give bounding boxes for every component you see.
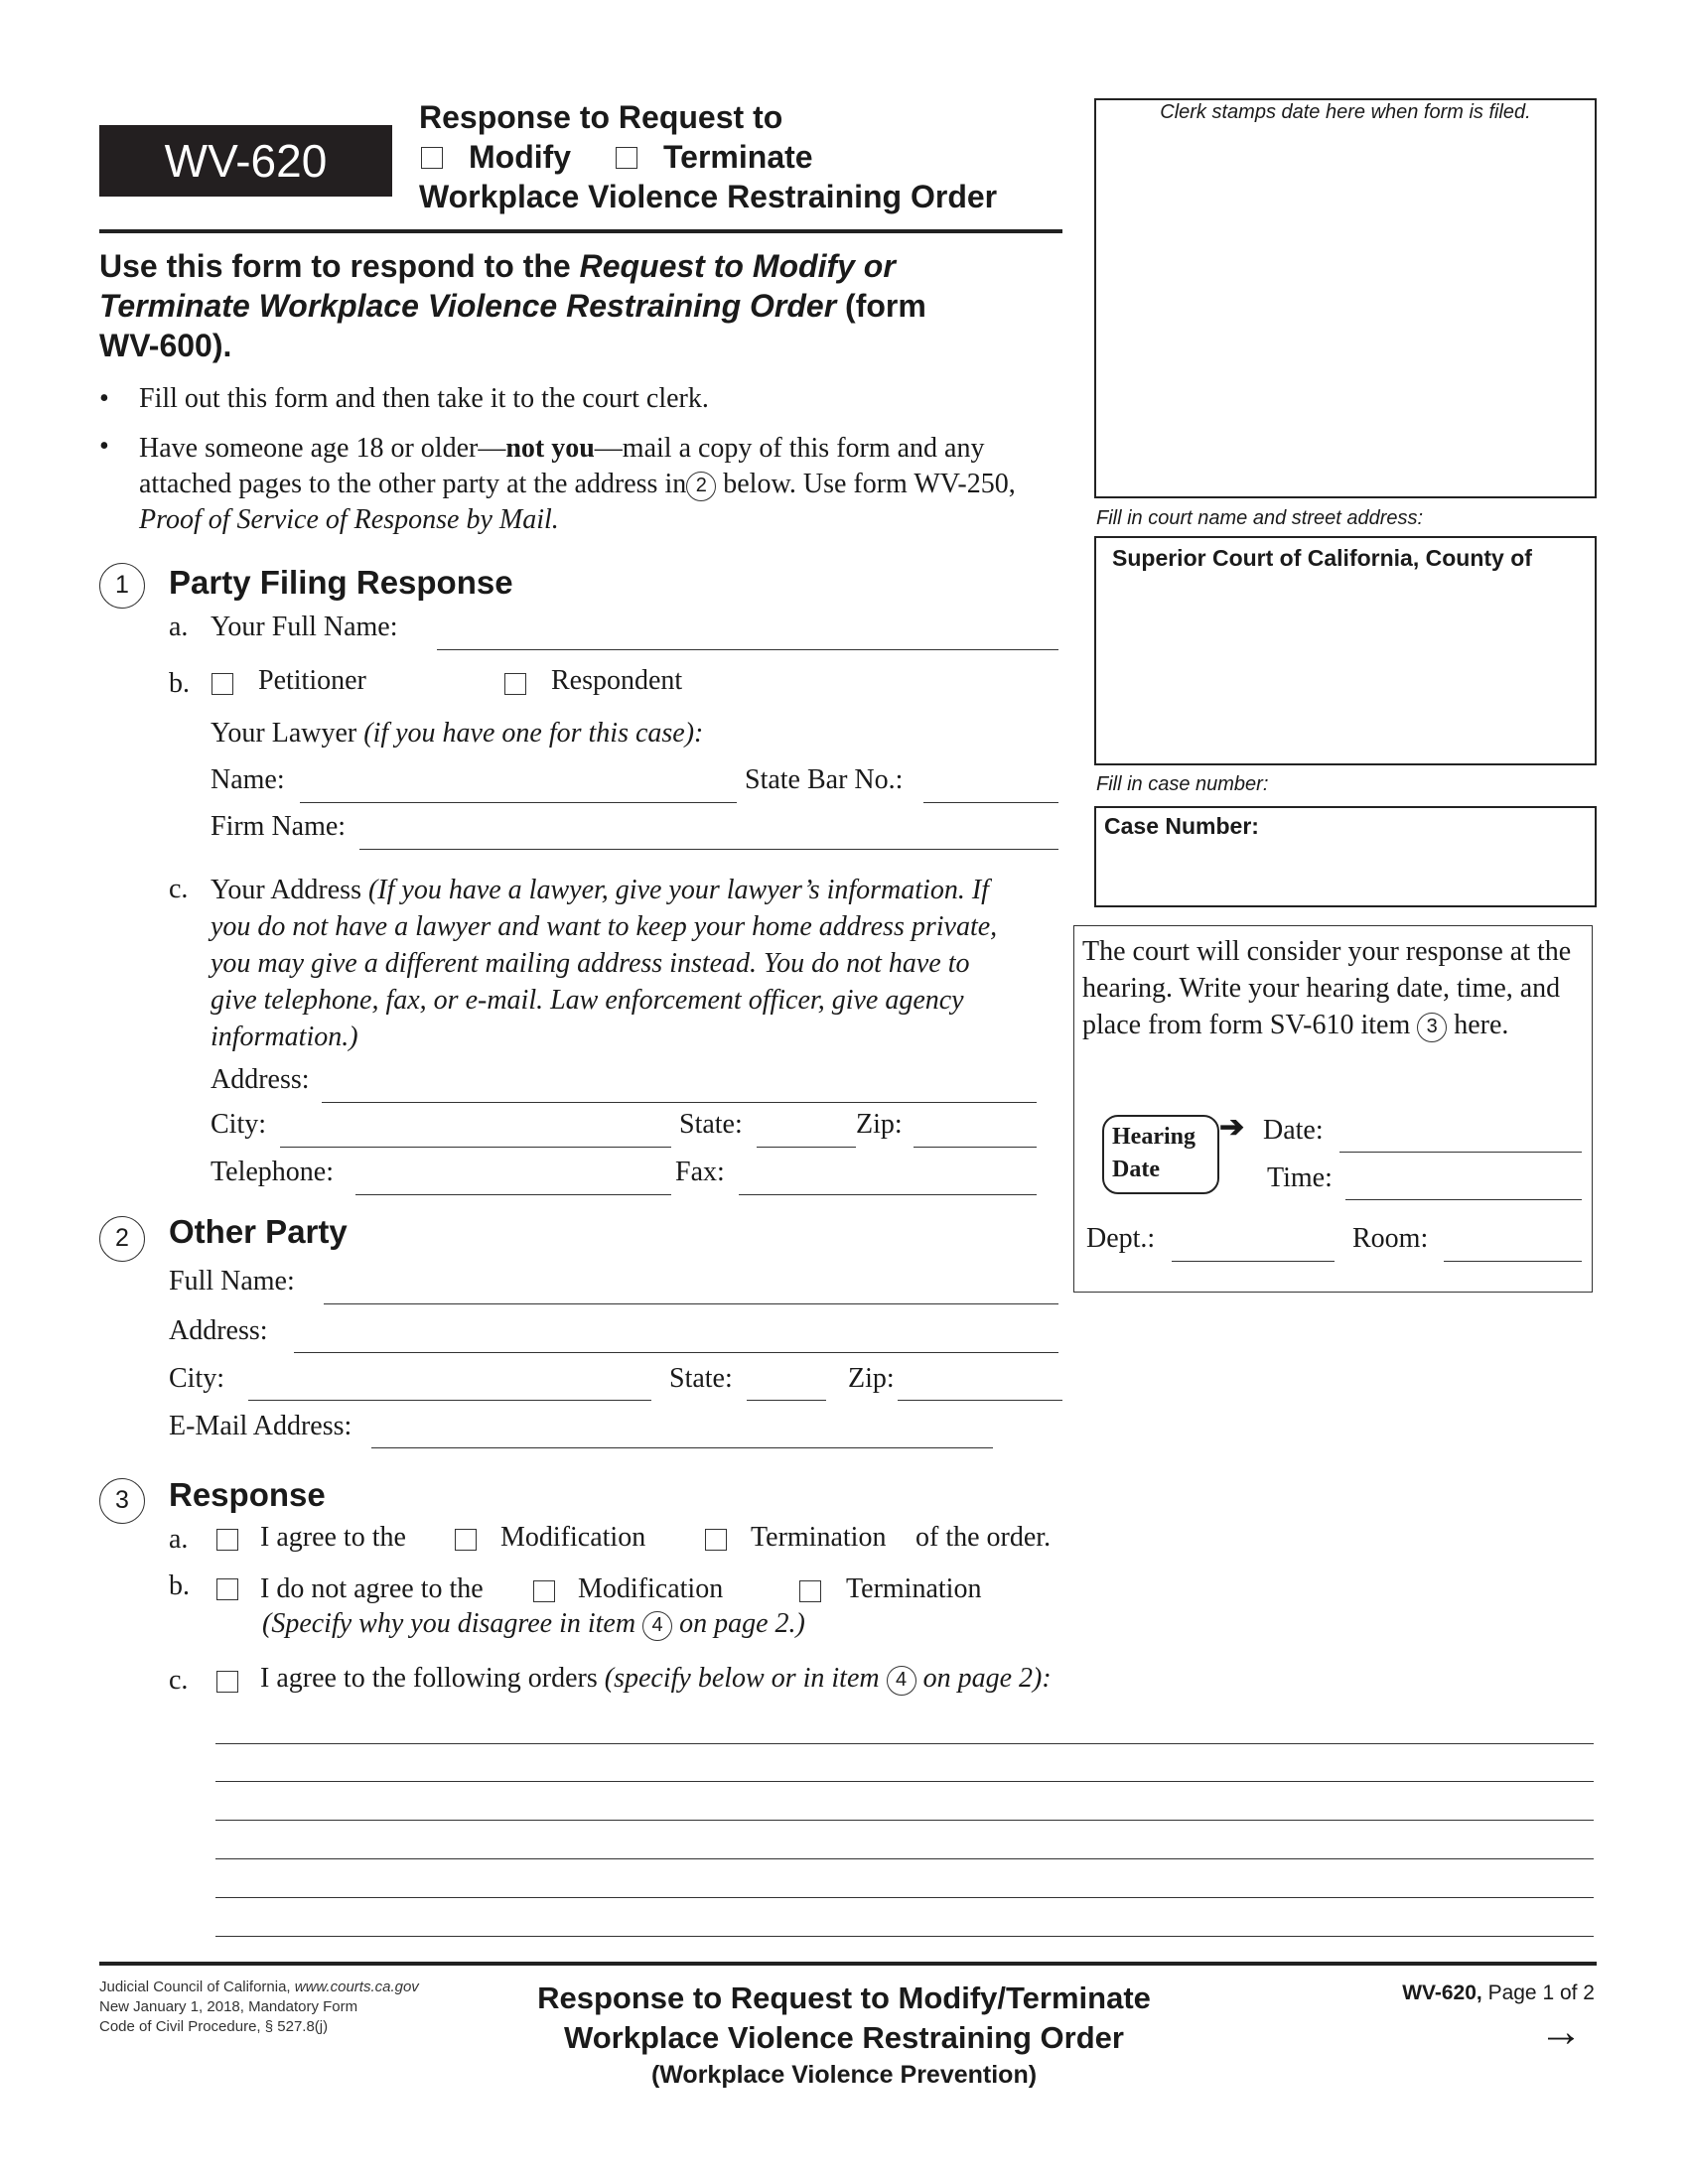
bullet-2-bold: not you xyxy=(505,433,595,464)
disagree-note-a: (Specify why you disagree in item xyxy=(262,1608,636,1639)
other-full-name-field[interactable] xyxy=(324,1303,1058,1304)
other-address-field[interactable] xyxy=(294,1352,1058,1353)
respondent-label: Respondent xyxy=(551,665,683,696)
footer-page-number: Page 1 of 2 xyxy=(1481,1981,1595,2004)
disagree-label: I do not agree to the xyxy=(260,1573,484,1604)
disagree-modification-label: Modification xyxy=(578,1573,724,1604)
item-1a-letter: a. xyxy=(169,612,189,642)
your-address-label: Your Address xyxy=(211,875,368,905)
footer-title-3: (Workplace Violence Prevention) xyxy=(650,2061,1038,2089)
orders-line-4[interactable] xyxy=(215,1858,1594,1859)
address-note: (If you have a lawyer, give your lawyer’s information. If you do not have a lawyer and want to keep your home address private, you may give a different mailing address instead. You do not have to give telephone, fax, or e-mail. Law enforcement officer, give agency information.) xyxy=(211,875,998,1052)
footer-website[interactable]: www.courts.ca.gov xyxy=(294,1979,419,1995)
agree-orders-note-a: (specify below or in item xyxy=(604,1663,880,1694)
hearing-instructions xyxy=(1082,933,1584,1043)
form-id-badge xyxy=(99,125,392,197)
other-state-label: State: xyxy=(669,1363,733,1394)
intro-text-start: Use this form to respond to the xyxy=(99,248,580,284)
intro-heading xyxy=(99,246,993,365)
clerk-stamp-box xyxy=(1094,98,1597,498)
telephone-field[interactable] xyxy=(355,1194,671,1195)
other-city-label: City: xyxy=(169,1363,225,1394)
bullet-2-dot: • xyxy=(99,431,109,462)
lawyer-label xyxy=(211,718,703,750)
state-bar-label: State Bar No.: xyxy=(745,764,904,795)
agree-modification-label: Modification xyxy=(500,1522,646,1553)
telephone-label: Telephone: xyxy=(211,1157,334,1187)
court-name-label: Fill in court name and street address: xyxy=(1096,507,1424,529)
bullet-2-a: Have someone age 18 or older— xyxy=(139,433,506,464)
other-city-field[interactable] xyxy=(248,1400,651,1401)
disagree-modification-checkbox[interactable] xyxy=(533,1580,555,1602)
orders-line-5[interactable] xyxy=(215,1897,1594,1898)
other-state-field[interactable] xyxy=(747,1400,826,1401)
other-address-label: Address: xyxy=(169,1315,268,1346)
bullet-2 xyxy=(139,431,1072,538)
form-id: WV-620 xyxy=(164,135,328,187)
lawyer-text: Your Lawyer xyxy=(211,718,364,749)
firm-name-label: Firm Name: xyxy=(211,811,347,842)
footer-legal xyxy=(99,1978,419,2037)
footer-form-id: WV-620, xyxy=(1402,1981,1482,2004)
full-name-field[interactable] xyxy=(437,649,1058,650)
city-label: City: xyxy=(211,1109,267,1140)
intro-form-name: Request to Modify or Terminate Workplace Violence Restraining Order xyxy=(99,248,896,324)
address-label: Address: xyxy=(211,1064,310,1095)
orders-line-6[interactable] xyxy=(215,1936,1594,1937)
terminate-label: Terminate xyxy=(663,139,813,175)
item-3-ref: 3 xyxy=(1417,1013,1447,1042)
petitioner-label: Petitioner xyxy=(258,665,366,696)
section-2-title: Other Party xyxy=(169,1213,348,1250)
address-field[interactable] xyxy=(322,1102,1037,1103)
fax-field[interactable] xyxy=(739,1194,1037,1195)
item-3b-letter: b. xyxy=(169,1570,190,1601)
bullet-2-c: below. Use form WV-250, xyxy=(716,469,1016,499)
hearing-room-label: Room: xyxy=(1352,1223,1429,1254)
lawyer-note: (if you have one for this case): xyxy=(363,718,704,749)
badge-line2: Date xyxy=(1112,1157,1160,1182)
header-rule xyxy=(99,229,1062,233)
agree-end-text: of the order. xyxy=(915,1522,1052,1553)
section-3-number: 3 xyxy=(99,1478,145,1524)
case-number-label: Fill in case number: xyxy=(1096,773,1269,795)
footer-code: Code of Civil Procedure, § 527.8(j) xyxy=(99,2018,329,2035)
agree-orders-note-b: on page 2): xyxy=(922,1663,1052,1694)
footer-title xyxy=(467,1979,1221,2092)
hearing-text-a: The court will consider your response at the hearing. Write your hearing date, time, and place from form SV-610 item xyxy=(1082,936,1572,1040)
hearing-time-field[interactable] xyxy=(1345,1199,1582,1200)
section-1-number: 1 xyxy=(99,563,145,609)
lawyer-name-label: Name: xyxy=(211,764,285,795)
footer-council: Judicial Council of California, xyxy=(99,1979,295,1995)
intro-text-end: (form WV-600). xyxy=(99,288,926,363)
modify-checkbox[interactable] xyxy=(421,147,443,169)
agree-orders-text: I agree to the following orders xyxy=(260,1663,605,1694)
agree-checkbox[interactable] xyxy=(216,1529,238,1551)
fax-label: Fax: xyxy=(675,1157,725,1187)
other-zip-label: Zip: xyxy=(848,1363,895,1394)
orders-line-2[interactable] xyxy=(215,1781,1594,1782)
address-instructions xyxy=(211,872,1005,1055)
hearing-room-field[interactable] xyxy=(1444,1261,1582,1262)
disagree-termination-checkbox[interactable] xyxy=(799,1580,821,1602)
agree-orders-checkbox[interactable] xyxy=(216,1671,238,1693)
item-3c-letter: c. xyxy=(169,1665,189,1696)
modify-label: Modify xyxy=(469,139,572,175)
next-page-arrow-icon[interactable]: → xyxy=(1539,2007,1583,2056)
agree-orders-label xyxy=(260,1663,1052,1696)
section-3-title: Response xyxy=(169,1476,326,1513)
disagree-checkbox[interactable] xyxy=(216,1578,238,1600)
other-email-label: E-Mail Address: xyxy=(169,1411,352,1441)
other-email-field[interactable] xyxy=(371,1447,993,1448)
agree-label: I agree to the xyxy=(260,1522,406,1553)
item-1b-letter: b. xyxy=(169,668,190,699)
case-number-title: Case Number: xyxy=(1104,813,1259,839)
hearing-date-label: Date: xyxy=(1263,1115,1324,1146)
court-prefill: Superior Court of California, County of xyxy=(1112,545,1532,571)
section-2-number: 2 xyxy=(99,1216,145,1262)
terminate-checkbox[interactable] xyxy=(616,147,637,169)
item-3a-letter: a. xyxy=(169,1524,189,1555)
footer-title-2: Workplace Violence Restraining Order xyxy=(564,2020,1124,2055)
badge-arrow-icon: ➔ xyxy=(1219,1111,1245,1144)
agree-termination-label: Termination xyxy=(751,1522,887,1553)
orders-line-3[interactable] xyxy=(215,1820,1594,1821)
state-field[interactable] xyxy=(757,1147,856,1148)
bullet-1-dot: • xyxy=(99,383,109,414)
firm-name-field[interactable] xyxy=(359,849,1058,850)
disagree-note-b: on page 2.) xyxy=(679,1608,805,1639)
agree-termination-checkbox[interactable] xyxy=(705,1529,727,1551)
item-4-ref-b: 4 xyxy=(642,1611,672,1641)
form-title-line3: Workplace Violence Restraining Order xyxy=(419,179,998,214)
hearing-date-badge xyxy=(1102,1115,1219,1194)
bullet-2-form: Proof of Service of Response by Mail. xyxy=(139,504,559,535)
respondent-checkbox[interactable] xyxy=(504,673,526,695)
hearing-text-b: here. xyxy=(1454,1010,1509,1040)
orders-line-1[interactable] xyxy=(215,1743,1594,1744)
agree-modification-checkbox[interactable] xyxy=(455,1529,477,1551)
state-bar-field[interactable] xyxy=(923,802,1058,803)
clerk-stamp-label: Clerk stamps date here when form is filed. xyxy=(1160,101,1531,123)
item-2-ref: 2 xyxy=(686,472,716,501)
lawyer-name-field[interactable] xyxy=(300,802,737,803)
footer-page xyxy=(1331,1981,1595,2005)
disagree-note xyxy=(262,1608,805,1641)
section-1-title: Party Filing Response xyxy=(169,564,513,601)
disagree-termination-label: Termination xyxy=(846,1573,982,1604)
item-4-ref-c: 4 xyxy=(887,1666,916,1696)
bullet-2-b: —mail a copy of this form and any attached pages to the other party at the address in xyxy=(139,433,985,499)
petitioner-checkbox[interactable] xyxy=(211,673,233,695)
city-field[interactable] xyxy=(280,1147,671,1148)
footer-rule xyxy=(99,1962,1597,1966)
footer-title-1: Response to Request to Modify/Terminate xyxy=(537,1980,1151,2015)
zip-field[interactable] xyxy=(914,1147,1037,1148)
form-title-line1: Response to Request to xyxy=(419,99,783,135)
hearing-dept-field[interactable] xyxy=(1172,1261,1335,1262)
badge-line1: Hearing xyxy=(1112,1124,1196,1150)
hearing-date-field[interactable] xyxy=(1339,1152,1582,1153)
full-name-label: Your Full Name: xyxy=(211,612,398,642)
other-zip-field[interactable] xyxy=(898,1400,1062,1401)
state-label: State: xyxy=(679,1109,743,1140)
hearing-dept-label: Dept.: xyxy=(1086,1223,1156,1254)
item-1c-letter: c. xyxy=(169,874,189,904)
zip-label: Zip: xyxy=(856,1109,903,1140)
footer-council-line xyxy=(99,1978,419,1997)
hearing-time-label: Time: xyxy=(1267,1162,1333,1193)
bullet-1: Fill out this form and then take it to the court clerk. xyxy=(139,383,709,414)
other-full-name-label: Full Name: xyxy=(169,1266,295,1297)
footer-revised: New January 1, 2018, Mandatory Form xyxy=(99,1998,358,2015)
